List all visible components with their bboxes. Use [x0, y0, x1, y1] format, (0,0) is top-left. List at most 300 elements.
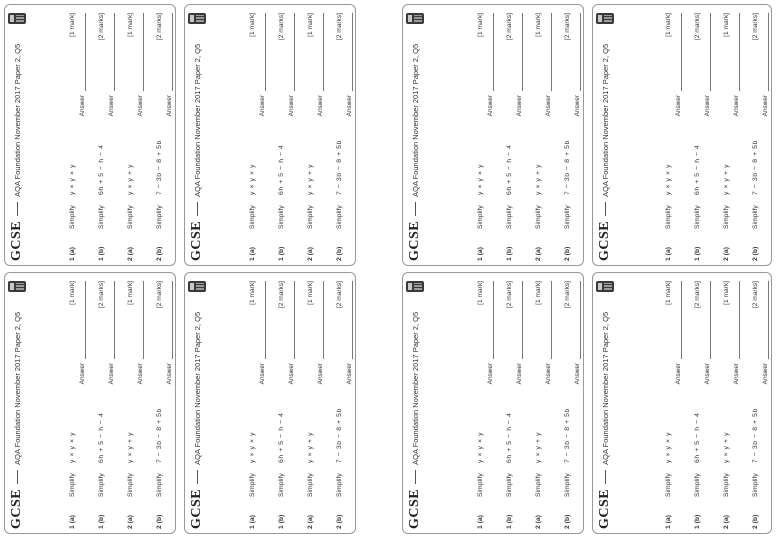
- question-expression: 6h + 5 − h − 4: [506, 412, 513, 463]
- question-marks: [2 marks]: [278, 13, 285, 41]
- answer-row: [704, 281, 711, 529]
- card-title: AQA Foundation November 2017 Paper 2, Q5: [410, 311, 420, 465]
- answer-row: [704, 13, 711, 261]
- question-row: [156, 281, 163, 529]
- question: [665, 281, 682, 529]
- question-expression: y × y × y: [249, 163, 256, 195]
- answer-line[interactable]: [516, 13, 523, 91]
- question-row: [249, 281, 256, 529]
- answer-line[interactable]: [317, 281, 324, 359]
- question-prompt: Simplify: [665, 473, 672, 497]
- question: [278, 281, 295, 529]
- question-row: [665, 13, 672, 261]
- question-row: [477, 13, 484, 261]
- question: [336, 13, 353, 261]
- question-prompt: Simplify: [752, 473, 759, 497]
- answer-line[interactable]: [675, 281, 682, 359]
- question: [723, 13, 740, 261]
- answer-line[interactable]: [137, 281, 144, 359]
- header-divider: [197, 470, 198, 484]
- answer-label: Answer: [675, 95, 682, 117]
- question-marks: [2 marks]: [564, 281, 571, 309]
- question-marks: [1 mark]: [665, 13, 672, 37]
- answer-label: Answer: [574, 363, 581, 385]
- answer-label: Answer: [545, 363, 552, 385]
- answer-line[interactable]: [762, 281, 769, 359]
- question-expression: y × y + y: [127, 431, 134, 463]
- gcse-logo: GCSE: [189, 488, 204, 529]
- answer-row: [317, 281, 324, 529]
- card-content: [5, 5, 176, 266]
- question-marks: [1 mark]: [249, 281, 256, 305]
- answer-label: Answer: [108, 95, 115, 117]
- answer-row: [346, 281, 353, 529]
- question-expression: y × y × y: [665, 431, 672, 463]
- answer-row: [288, 281, 295, 529]
- question-expression: y × y + y: [307, 163, 314, 195]
- calculator-icon: [188, 281, 206, 292]
- answer-row: [574, 281, 581, 529]
- question-marks: [1 mark]: [69, 13, 76, 37]
- question-marks: [2 marks]: [336, 13, 343, 41]
- answer-line[interactable]: [704, 281, 711, 359]
- question-row: [156, 13, 163, 261]
- answer-label: Answer: [704, 95, 711, 117]
- answer-label: Answer: [166, 95, 173, 117]
- answer-row: [166, 281, 173, 529]
- answer-label: Answer: [288, 95, 295, 117]
- question-expression: 6h + 5 − h − 4: [98, 144, 105, 195]
- answer-row: [762, 281, 769, 529]
- answer-row: [733, 281, 740, 529]
- question-number: 2 (b): [336, 514, 343, 529]
- question-marks: [2 marks]: [752, 281, 759, 309]
- question-number: 2 (a): [535, 515, 542, 529]
- question-number: 1 (a): [249, 515, 256, 529]
- answer-line[interactable]: [108, 281, 115, 359]
- question-expression: 6h + 5 − h − 4: [98, 412, 105, 463]
- answer-row: [346, 13, 353, 261]
- answer-label: Answer: [346, 363, 353, 385]
- answer-row: [545, 281, 552, 529]
- question-row: [506, 13, 513, 261]
- question-row: [694, 13, 701, 261]
- question-marks: [2 marks]: [156, 13, 163, 41]
- question-number: 2 (b): [564, 514, 571, 529]
- answer-line[interactable]: [545, 13, 552, 91]
- question: [127, 13, 144, 261]
- answer-line[interactable]: [574, 281, 581, 359]
- question-expression: y × y × y: [69, 431, 76, 463]
- answer-label: Answer: [79, 95, 86, 117]
- question-prompt: Simplify: [564, 205, 571, 229]
- question-number: 2 (a): [307, 247, 314, 261]
- question: [336, 281, 353, 529]
- question-number: 1 (a): [665, 515, 672, 529]
- question-card: [4, 272, 176, 534]
- question-expression: 7 − 3b − 8 + 5b: [564, 408, 571, 463]
- answer-label: Answer: [166, 363, 173, 385]
- answer-row: [675, 13, 682, 261]
- question-expression: y × y × y: [249, 431, 256, 463]
- question-row: [752, 281, 759, 529]
- calculator-icon: [406, 281, 424, 292]
- question: [723, 281, 740, 529]
- answer-row: [259, 281, 266, 529]
- card-content: [403, 273, 584, 534]
- answer-row: [166, 13, 173, 261]
- question-expression: 7 − 3b − 8 + 5b: [336, 140, 343, 195]
- question-prompt: Simplify: [278, 473, 285, 497]
- answer-label: Answer: [487, 363, 494, 385]
- question-number: 2 (b): [752, 246, 759, 261]
- answer-row: [516, 13, 523, 261]
- question-prompt: Simplify: [249, 473, 256, 497]
- question-prompt: Simplify: [336, 205, 343, 229]
- question-row: [723, 281, 730, 529]
- card-content: [593, 273, 772, 534]
- question-number: 2 (a): [127, 515, 134, 529]
- question-number: 1 (a): [477, 515, 484, 529]
- card-title: AQA Foundation November 2017 Paper 2, Q5: [12, 43, 22, 197]
- question-card: [402, 272, 584, 534]
- question-row: [564, 13, 571, 261]
- card-content: [403, 5, 584, 266]
- question-row: [336, 13, 343, 261]
- question-marks: [2 marks]: [98, 281, 105, 309]
- question-expression: 7 − 3b − 8 + 5b: [336, 408, 343, 463]
- question-prompt: Simplify: [249, 205, 256, 229]
- question-number: 1 (b): [98, 246, 105, 261]
- question-prompt: Simplify: [307, 205, 314, 229]
- header-divider: [415, 202, 416, 216]
- question-row: [694, 281, 701, 529]
- question-number: 2 (a): [723, 247, 730, 261]
- question-marks: [1 mark]: [723, 281, 730, 305]
- answer-row: [762, 13, 769, 261]
- question-marks: [1 mark]: [307, 13, 314, 37]
- answer-label: Answer: [762, 95, 769, 117]
- question-expression: y × y × y: [477, 431, 484, 463]
- question-number: 1 (b): [694, 246, 701, 261]
- question: [69, 281, 86, 529]
- question-card: [184, 272, 356, 534]
- gcse-logo: GCSE: [407, 488, 422, 529]
- question: [665, 13, 682, 261]
- question-row: [723, 13, 730, 261]
- answer-row: [487, 281, 494, 529]
- question-marks: [2 marks]: [336, 281, 343, 309]
- question-marks: [2 marks]: [564, 13, 571, 41]
- answer-line[interactable]: [137, 13, 144, 91]
- answer-row: [79, 281, 86, 529]
- question: [98, 13, 115, 261]
- answer-line[interactable]: [762, 13, 769, 91]
- answer-line[interactable]: [259, 281, 266, 359]
- question: [307, 281, 324, 529]
- question-expression: 7 − 3b − 8 + 5b: [752, 408, 759, 463]
- answer-row: [137, 281, 144, 529]
- question-number: 1 (b): [506, 514, 513, 529]
- question-marks: [1 mark]: [477, 13, 484, 37]
- question-number: 1 (b): [694, 514, 701, 529]
- card-content: [185, 273, 356, 534]
- answer-line[interactable]: [259, 13, 266, 91]
- question-expression: 6h + 5 − h − 4: [506, 144, 513, 195]
- answer-label: Answer: [733, 95, 740, 117]
- question-expression: y × y + y: [535, 163, 542, 195]
- question-row: [506, 281, 513, 529]
- answer-label: Answer: [137, 363, 144, 385]
- question: [278, 13, 295, 261]
- question-prompt: Simplify: [278, 205, 285, 229]
- answer-line[interactable]: [733, 13, 740, 91]
- answer-row: [108, 281, 115, 529]
- question: [156, 13, 173, 261]
- question-prompt: Simplify: [336, 473, 343, 497]
- answer-label: Answer: [516, 363, 523, 385]
- answer-label: Answer: [346, 95, 353, 117]
- answer-line[interactable]: [346, 281, 353, 359]
- answer-line[interactable]: [516, 281, 523, 359]
- card-header: [406, 281, 424, 529]
- answer-label: Answer: [516, 95, 523, 117]
- question-marks: [1 mark]: [127, 13, 134, 37]
- answer-line[interactable]: [545, 281, 552, 359]
- question-number: 1 (b): [278, 514, 285, 529]
- calculator-icon: [8, 281, 26, 292]
- question-expression: 7 − 3b − 8 + 5b: [156, 408, 163, 463]
- calculator-icon: [596, 13, 614, 24]
- question-row: [665, 281, 672, 529]
- header-divider: [605, 202, 606, 216]
- gcse-logo: GCSE: [189, 220, 204, 261]
- question-expression: y × y + y: [307, 431, 314, 463]
- question-prompt: Simplify: [69, 205, 76, 229]
- header-divider: [17, 202, 18, 216]
- question-number: 2 (b): [156, 514, 163, 529]
- question-marks: [2 marks]: [156, 281, 163, 309]
- question-number: 2 (a): [723, 515, 730, 529]
- question-row: [477, 281, 484, 529]
- answer-label: Answer: [259, 363, 266, 385]
- question-prompt: Simplify: [127, 205, 134, 229]
- answer-row: [108, 13, 115, 261]
- answer-line[interactable]: [487, 13, 494, 91]
- question-expression: 6h + 5 − h − 4: [278, 144, 285, 195]
- question-marks: [2 marks]: [278, 281, 285, 309]
- calculator-icon: [596, 281, 614, 292]
- question-number: 1 (a): [69, 247, 76, 261]
- question-row: [98, 281, 105, 529]
- question-list: [249, 13, 353, 261]
- card-header: [596, 13, 614, 261]
- gcse-logo: GCSE: [597, 488, 612, 529]
- question-row: [98, 13, 105, 261]
- answer-line[interactable]: [704, 13, 711, 91]
- question-prompt: Simplify: [723, 473, 730, 497]
- answer-row: [288, 13, 295, 261]
- question-list: [665, 281, 769, 529]
- question-expression: y × y × y: [665, 163, 672, 195]
- answer-line[interactable]: [108, 13, 115, 91]
- question-expression: y × y + y: [723, 431, 730, 463]
- card-content: [185, 5, 356, 266]
- question-prompt: Simplify: [98, 473, 105, 497]
- question: [694, 13, 711, 261]
- question-prompt: Simplify: [156, 205, 163, 229]
- question-number: 1 (b): [98, 514, 105, 529]
- question-row: [127, 13, 134, 261]
- question: [752, 281, 769, 529]
- answer-line[interactable]: [317, 13, 324, 91]
- answer-label: Answer: [317, 95, 324, 117]
- question-number: 2 (b): [752, 514, 759, 529]
- question-prompt: Simplify: [665, 205, 672, 229]
- question: [127, 281, 144, 529]
- question-prompt: Simplify: [694, 473, 701, 497]
- header-divider: [17, 470, 18, 484]
- question-number: 1 (a): [249, 247, 256, 261]
- question-number: 2 (b): [156, 246, 163, 261]
- question-marks: [1 mark]: [69, 281, 76, 305]
- answer-row: [574, 13, 581, 261]
- card-title: AQA Foundation November 2017 Paper 2, Q5: [192, 43, 202, 197]
- question-prompt: Simplify: [477, 473, 484, 497]
- question-prompt: Simplify: [307, 473, 314, 497]
- gcse-logo: GCSE: [9, 488, 24, 529]
- question-prompt: Simplify: [127, 473, 134, 497]
- question-card: [184, 4, 356, 266]
- answer-row: [487, 13, 494, 261]
- question-prompt: Simplify: [752, 205, 759, 229]
- header-divider: [197, 202, 198, 216]
- question-list: [249, 281, 353, 529]
- question-marks: [1 mark]: [477, 281, 484, 305]
- answer-label: Answer: [704, 363, 711, 385]
- question-expression: 6h + 5 − h − 4: [278, 412, 285, 463]
- question-prompt: Simplify: [69, 473, 76, 497]
- answer-line[interactable]: [166, 13, 173, 91]
- answer-row: [516, 281, 523, 529]
- calculator-icon: [8, 13, 26, 24]
- question-number: 1 (a): [477, 247, 484, 261]
- answer-line[interactable]: [79, 13, 86, 91]
- question-row: [127, 281, 134, 529]
- question-marks: [2 marks]: [694, 13, 701, 41]
- card-title: AQA Foundation November 2017 Paper 2, Q5: [410, 43, 420, 197]
- question-card: [592, 4, 772, 266]
- question-number: 2 (b): [336, 246, 343, 261]
- card-header: [406, 13, 424, 261]
- question-row: [69, 13, 76, 261]
- answer-label: Answer: [487, 95, 494, 117]
- answer-line[interactable]: [574, 13, 581, 91]
- question-row: [307, 281, 314, 529]
- question-number: 2 (a): [307, 515, 314, 529]
- answer-label: Answer: [137, 95, 144, 117]
- question-marks: [1 mark]: [665, 281, 672, 305]
- answer-line[interactable]: [487, 281, 494, 359]
- question-expression: 7 − 3b − 8 + 5b: [752, 140, 759, 195]
- answer-row: [317, 13, 324, 261]
- question-marks: [2 marks]: [694, 281, 701, 309]
- question-prompt: Simplify: [723, 205, 730, 229]
- question-row: [307, 13, 314, 261]
- answer-line[interactable]: [166, 281, 173, 359]
- question-marks: [1 mark]: [127, 281, 134, 305]
- answer-label: Answer: [733, 363, 740, 385]
- gcse-logo: GCSE: [9, 220, 24, 261]
- answer-row: [675, 281, 682, 529]
- card-content: [5, 273, 176, 534]
- answer-line[interactable]: [288, 281, 295, 359]
- question-expression: y × y + y: [535, 431, 542, 463]
- answer-row: [137, 13, 144, 261]
- question-number: 2 (a): [535, 247, 542, 261]
- question-card: [402, 4, 584, 266]
- question-prompt: Simplify: [98, 205, 105, 229]
- answer-line[interactable]: [346, 13, 353, 91]
- answer-line[interactable]: [733, 281, 740, 359]
- calculator-icon: [406, 13, 424, 24]
- question-list: [69, 13, 173, 261]
- question-prompt: Simplify: [506, 473, 513, 497]
- question-number: 2 (b): [564, 246, 571, 261]
- question-list: [665, 13, 769, 261]
- answer-line[interactable]: [79, 281, 86, 359]
- answer-label: Answer: [574, 95, 581, 117]
- question: [69, 13, 86, 261]
- question: [156, 281, 173, 529]
- answer-label: Answer: [675, 363, 682, 385]
- question-expression: 6h + 5 − h − 4: [694, 412, 701, 463]
- answer-row: [545, 13, 552, 261]
- question-marks: [1 mark]: [535, 13, 542, 37]
- card-title: AQA Foundation November 2017 Paper 2, Q5: [192, 311, 202, 465]
- card-header: [188, 13, 206, 261]
- question-card: [592, 272, 772, 534]
- answer-label: Answer: [79, 363, 86, 385]
- question-prompt: Simplify: [535, 473, 542, 497]
- question-number: 1 (b): [278, 246, 285, 261]
- question-marks: [1 mark]: [249, 13, 256, 37]
- question-row: [278, 281, 285, 529]
- card-header: [188, 281, 206, 529]
- question: [307, 13, 324, 261]
- answer-label: Answer: [762, 363, 769, 385]
- question-row: [278, 13, 285, 261]
- answer-row: [259, 13, 266, 261]
- card-content: [593, 5, 772, 266]
- question-marks: [1 mark]: [535, 281, 542, 305]
- question-prompt: Simplify: [156, 473, 163, 497]
- question-card: [4, 4, 176, 266]
- question-number: 1 (b): [506, 246, 513, 261]
- question-row: [752, 13, 759, 261]
- question-prompt: Simplify: [506, 205, 513, 229]
- card-title: AQA Foundation November 2017 Paper 2, Q5: [600, 43, 610, 197]
- answer-row: [79, 13, 86, 261]
- question-list: [477, 281, 581, 529]
- question-row: [535, 13, 542, 261]
- answer-line[interactable]: [288, 13, 295, 91]
- question-row: [336, 281, 343, 529]
- question-marks: [2 marks]: [752, 13, 759, 41]
- header-divider: [605, 470, 606, 484]
- answer-line[interactable]: [675, 13, 682, 91]
- question-number: 2 (a): [127, 247, 134, 261]
